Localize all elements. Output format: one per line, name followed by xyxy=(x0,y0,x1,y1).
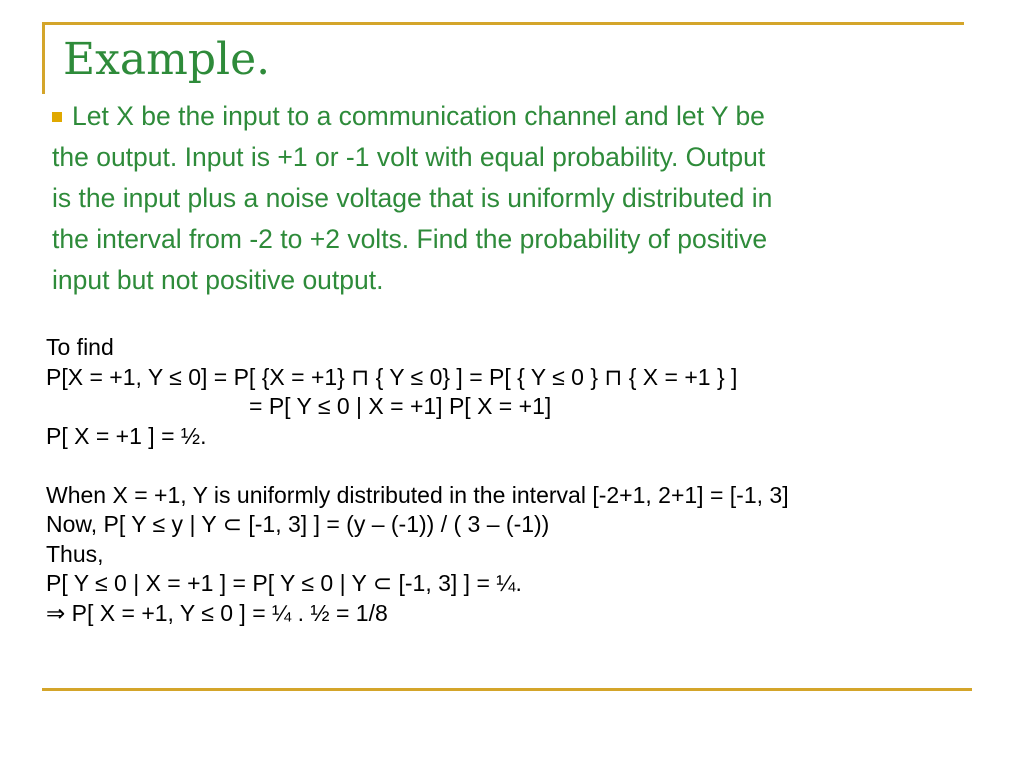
solution-line: Now, P[ Y ≤ y | Y ⊂ [-1, 3] ] = (y – (-1)) / ( 3 – (-1)) xyxy=(46,511,550,537)
solution-text xyxy=(46,333,986,628)
problem-line: the interval from -2 to +2 volts. Find the probability of positive xyxy=(52,224,768,254)
solution-line: P[X = +1, Y ≤ 0] = P[ {X = +1} ⊓ { Y ≤ 0} ] = P[ { Y ≤ 0 } ⊓ { X = +1 } ] xyxy=(46,363,738,390)
problem-line: input but not positive output. xyxy=(52,265,384,295)
blank-line xyxy=(46,451,986,481)
solution-line: To find xyxy=(46,334,114,360)
bottom-accent-rule xyxy=(42,688,972,691)
solution-line: P[ X = +1 ] = ½. xyxy=(46,422,207,449)
solution-line: When X = +1, Y is uniformly distributed in the interval [-2+1, 2+1] = [-1, 3] xyxy=(46,481,789,508)
problem-statement xyxy=(52,96,992,301)
side-accent-rule xyxy=(42,22,45,94)
solution-line: ⇒ P[ X = +1, Y ≤ 0 ] = ¼ . ½ = 1/8 xyxy=(46,599,388,626)
top-accent-rule xyxy=(42,22,964,25)
problem-line: the output. Input is +1 or -1 volt with equal probability. Output xyxy=(52,142,766,172)
solution-line: = P[ Y ≤ 0 | X = +1] P[ X = +1] xyxy=(249,393,552,419)
square-bullet-icon xyxy=(52,112,62,122)
problem-line: is the input plus a noise voltage that is uniformly distributed in xyxy=(52,183,773,213)
slide-title: Example. xyxy=(63,34,271,85)
solution-line: Thus, xyxy=(46,540,104,567)
problem-line xyxy=(52,96,992,137)
solution-line: P[ Y ≤ 0 | X = +1 ] = P[ Y ≤ 0 | Y ⊂ [-1, 3] ] = ¼. xyxy=(46,570,522,596)
problem-line-text: Let X be the input to a communication channel and let Y be xyxy=(72,101,765,131)
